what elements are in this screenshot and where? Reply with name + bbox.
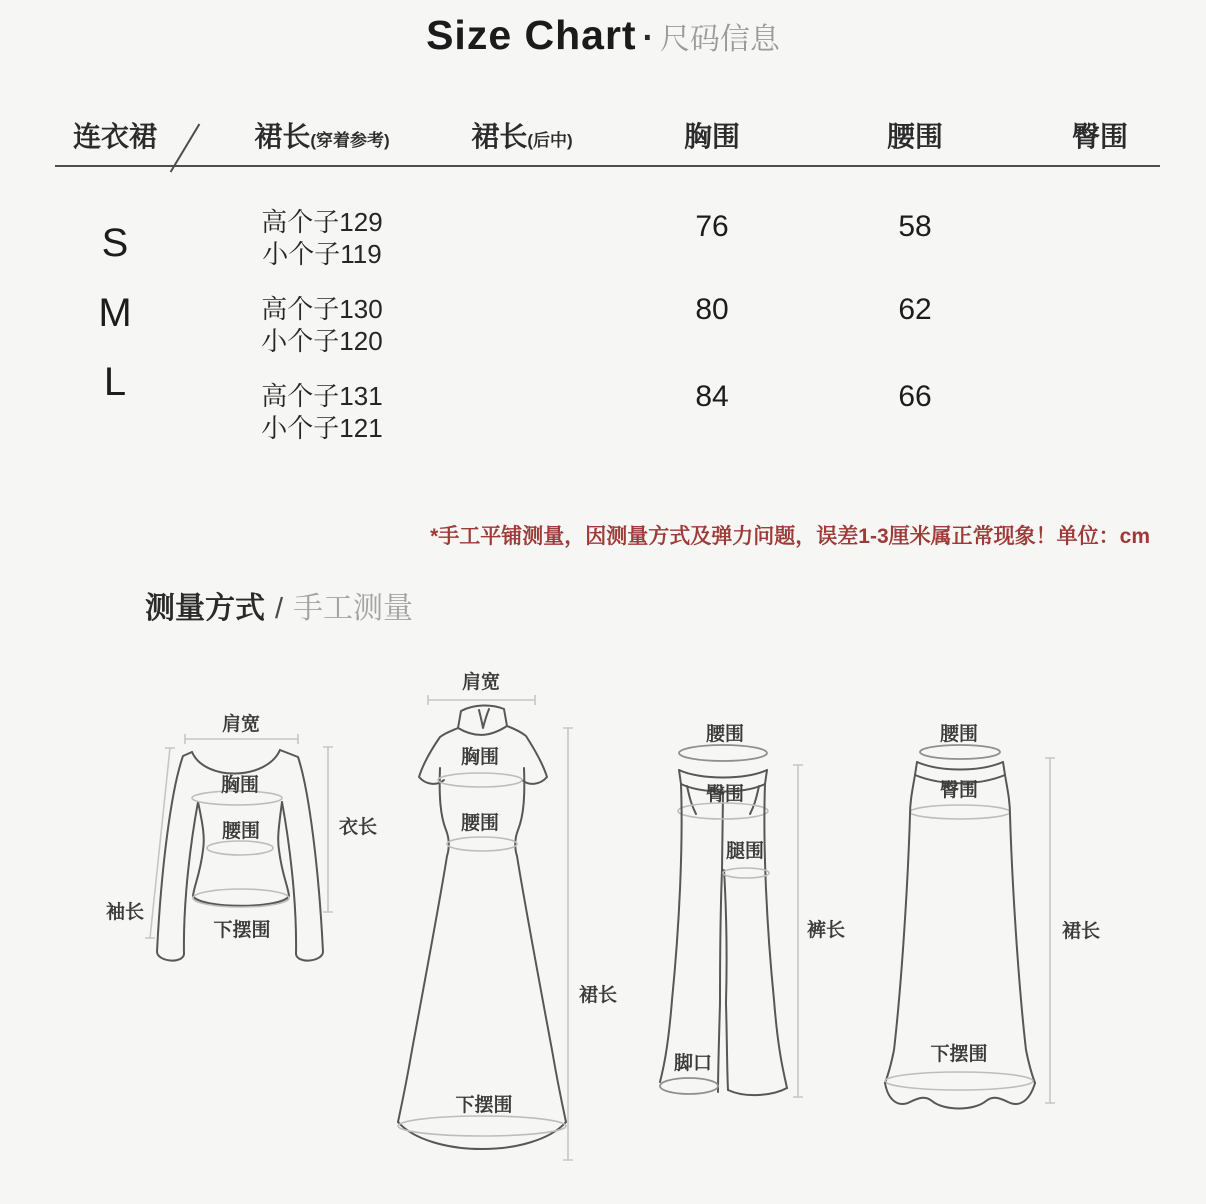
label-waist: 腰围: [221, 821, 261, 842]
header-skirt-length-back: 裙长(后中): [471, 121, 573, 152]
title-english: Size Chart: [426, 12, 637, 58]
label-hip: 臀围: [705, 784, 745, 805]
label-bust: 胸围: [220, 775, 260, 796]
label-skirt-length: 裙长: [1061, 921, 1101, 942]
table-row-size-label: M: [98, 291, 132, 335]
label-waist: 腰围: [705, 724, 745, 745]
header-waist: 腰围: [886, 121, 943, 152]
title-chinese: 尺码信息: [659, 23, 780, 56]
table-cell-waist: 62: [898, 293, 932, 326]
label-garment-length: 衣长: [338, 817, 378, 838]
table-row-skirt-ref: 高个子131 小个子121: [261, 381, 383, 443]
label-hem: 下摆围: [455, 1095, 513, 1116]
label-sleeve-length: 袖长: [105, 902, 145, 923]
label-skirt-length: 裙长: [578, 985, 618, 1006]
table-row-skirt-ref: 高个子130 小个子120: [261, 294, 383, 356]
pants-dimension-lines: [793, 765, 803, 1097]
header-bust: 胸围: [683, 121, 740, 152]
figure-pants: [650, 720, 880, 1110]
page-title: [0, 12, 1206, 59]
label-waist: 腰围: [460, 813, 500, 834]
table-cell-waist: 58: [898, 210, 932, 243]
label-shoulder-width: 肩宽: [221, 714, 261, 735]
table-row-size-label: S: [101, 221, 129, 265]
label-leg-opening: 脚口: [673, 1053, 713, 1074]
table-cell-waist: 66: [898, 380, 932, 413]
table-cell-bust: 76: [695, 210, 729, 243]
skirt-dimension-lines: [1045, 758, 1055, 1103]
label-bust: 胸围: [460, 747, 500, 768]
label-hem: 下摆围: [213, 920, 271, 941]
table-row-size-label: L: [103, 360, 127, 404]
label-pants-length: 裤长: [806, 920, 846, 941]
header-skirt-length-ref: 裙长(穿着参考): [254, 121, 390, 152]
label-waist: 腰围: [939, 724, 979, 745]
figure-qipao-dress: [380, 660, 660, 1185]
header-divider-line: [55, 165, 1160, 167]
header-hip: 臀围: [1071, 121, 1128, 152]
figure-skirt: [870, 720, 1110, 1120]
table-corner-header: 连衣裙: [72, 121, 157, 152]
table-cell-bust: 84: [695, 380, 729, 413]
label-shoulder-width: 肩宽: [461, 672, 501, 693]
figure-long-sleeve-top: [95, 690, 385, 1002]
measure-method-heading: 测量方式 / 手工测量: [145, 592, 414, 625]
measure-note: *手工平铺测量，因测量方式及弹力问题，误差1-3厘米属正常现象！单位：cm: [430, 525, 1150, 548]
label-hip: 臀围: [939, 780, 979, 801]
title-separator-dot: ·: [642, 19, 654, 57]
table-cell-bust: 80: [695, 293, 729, 326]
label-hem: 下摆围: [930, 1044, 988, 1065]
dress-garment-outline: [398, 705, 566, 1149]
label-thigh: 腿围: [725, 841, 765, 862]
dress-dimension-lines: [428, 695, 573, 1160]
table-row-skirt-ref: 高个子129 小个子119: [261, 207, 383, 269]
